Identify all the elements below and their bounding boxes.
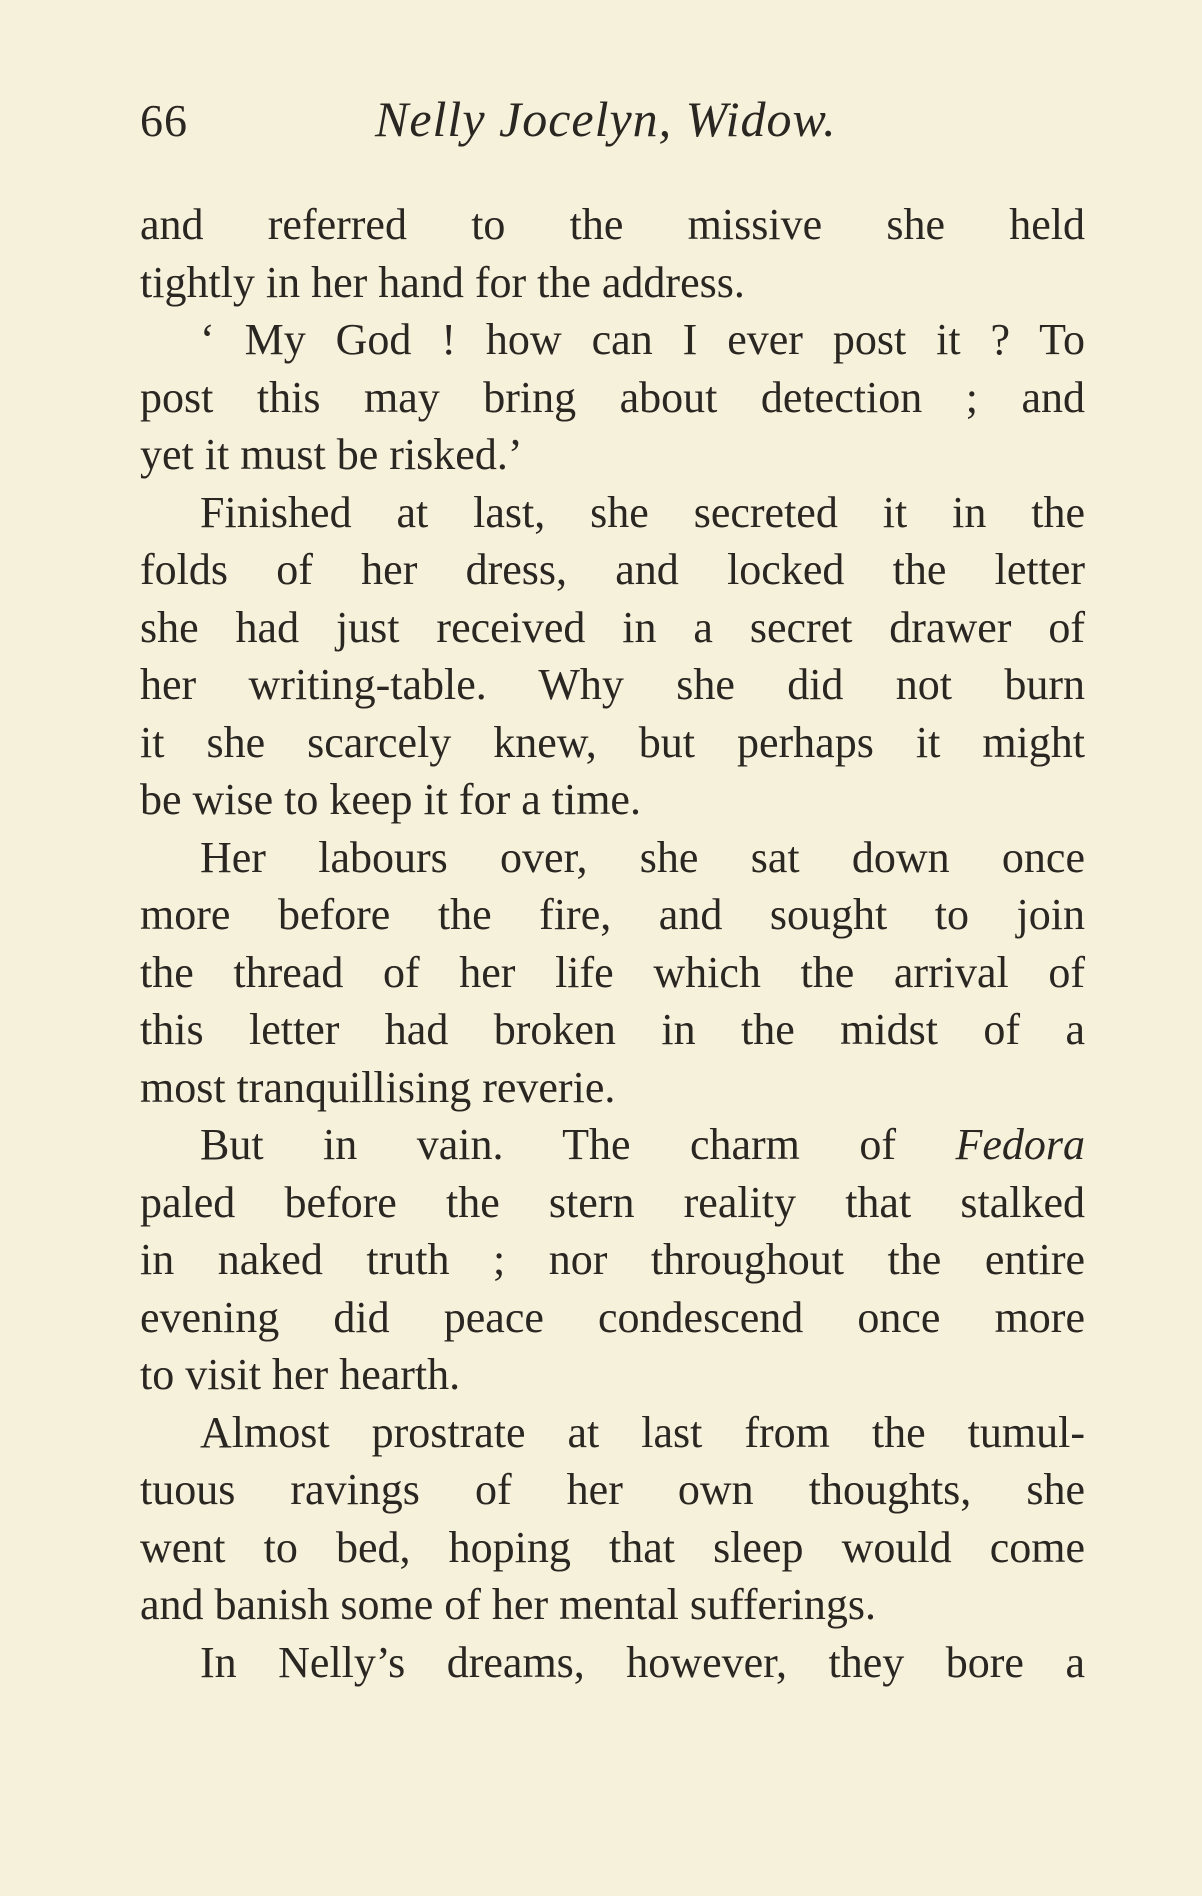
text-line: [140, 829, 1085, 887]
text-line: [140, 369, 1085, 427]
text-line-content: went to bed, hoping that sleep would come: [140, 1522, 1085, 1572]
text-line: [140, 484, 1085, 542]
text-line-content: tightly in her hand for the address.: [140, 257, 745, 307]
text-line: [140, 944, 1085, 1002]
text-line-content: most tranquillising reverie.: [140, 1062, 616, 1112]
text-line-content: Almost prostrate at last from the tumul-: [200, 1407, 1085, 1457]
text-line-content: and banish some of her mental sufferings.: [140, 1580, 877, 1629]
text-line: [140, 1231, 1085, 1289]
text-line-content: tuous ravings of her own thoughts, she: [140, 1465, 1085, 1514]
text-line: [140, 426, 1085, 484]
text-line-content: this letter had broken in the midst of a: [140, 1005, 1085, 1054]
text-line-content: folds of her dress, and locked the letter: [140, 545, 1085, 594]
text-line: [140, 1634, 1085, 1692]
text-line: [140, 1059, 1085, 1117]
text-line-content: the thread of her life which the arrival of: [140, 947, 1085, 997]
text-line-content: evening did peace condescend once more: [140, 1292, 1085, 1342]
text-line-content: But in vain. The charm of: [200, 1120, 956, 1169]
text-line-content: Her labours over, she sat down once: [200, 832, 1085, 882]
text-line-content: she had just received in a secret drawer of: [140, 602, 1085, 652]
text-line-content: yet it must be risked.’: [140, 430, 523, 479]
text-line-content: post this may bring about detection ; and: [140, 372, 1085, 422]
text-line-content: more before the fire, and sought to join: [140, 890, 1085, 939]
body-text: [140, 196, 1085, 1691]
text-line: [140, 886, 1085, 944]
text-line: [140, 714, 1085, 772]
page-header: [140, 90, 1080, 160]
page-number: 66: [140, 95, 188, 146]
text-line: [140, 1289, 1085, 1347]
text-line-content: and referred to the missive she held: [140, 200, 1085, 249]
text-line-content: to visit her hearth.: [140, 1350, 461, 1399]
text-line: [140, 541, 1085, 599]
text-line: [140, 196, 1085, 254]
text-line-content: paled before the stern reality that stalked: [140, 1177, 1085, 1227]
text-line: [140, 1116, 1085, 1174]
text-line: [140, 1576, 1085, 1634]
text-line: [140, 771, 1085, 829]
text-line: [140, 1174, 1085, 1232]
text-line: [140, 254, 1085, 312]
italic-title: Fedora: [955, 1120, 1085, 1169]
running-title: Nelly Jocelyn, Widow.: [375, 91, 837, 147]
text-line-content: ‘ My God ! how can I ever post it ? To: [200, 315, 1085, 364]
text-line-content: her writing-table. Why she did not burn: [140, 660, 1085, 709]
text-line-content: it she scarcely knew, but perhaps it might: [140, 717, 1085, 767]
text-line: [140, 1461, 1085, 1519]
text-line-content: In Nelly’s dreams, however, they bore a: [200, 1637, 1085, 1687]
text-line: [140, 599, 1085, 657]
text-line: [140, 1519, 1085, 1577]
text-line: [140, 1404, 1085, 1462]
text-line: [140, 311, 1085, 369]
text-line: [140, 1346, 1085, 1404]
text-line: [140, 656, 1085, 714]
text-line-content: in naked truth ; nor throughout the entire: [140, 1235, 1085, 1284]
text-line-content: Finished at last, she secreted it in the: [200, 487, 1085, 537]
text-line-content: be wise to keep it for a time.: [140, 775, 641, 824]
text-line: [140, 1001, 1085, 1059]
